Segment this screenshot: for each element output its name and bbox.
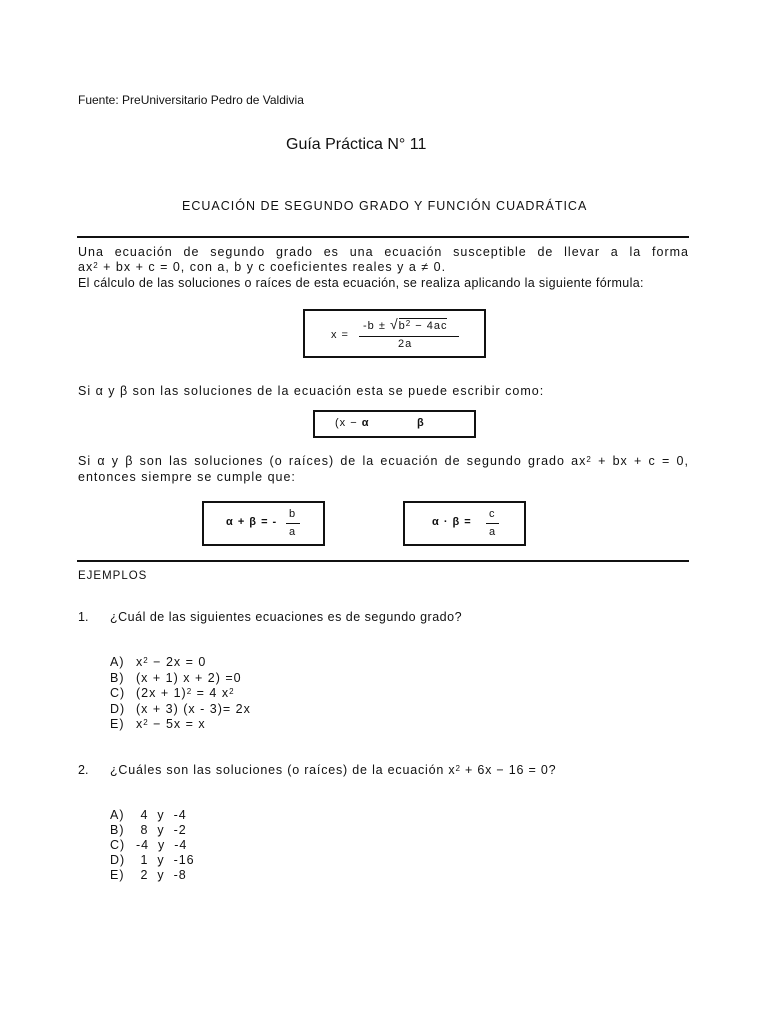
q1-text: ¿Cuál de las siguientes ecuaciones es de segundo grado? [110,610,463,624]
intro-paragraph [78,245,689,291]
q1-option-c: C) $(2x + 1)^2 = 4$ $x^2$ [110,686,235,700]
q2-options [110,808,195,883]
sum-of-roots-box [202,501,325,546]
alpha-beta-sentence: Si α y β son las soluciones de la ecuación esta se puede escribir como: [78,384,545,398]
formula-numerator: $-b \pm √b^2 - 4ac$ [363,316,448,332]
intro-line-1: Una ecuación de segundo grado es una ecuación susceptible de llevar a la forma [78,245,689,259]
q2-text: ¿Cuáles son las soluciones (o raíces) de la ecuación $x^2 + 6x - 16 = 0$? [110,763,557,777]
product-numerator: c [489,508,495,520]
formula-denominator: 2a [398,338,413,350]
section-subtitle: ECUACIÓN DE SEGUNDO GRADO Y FUNCIÓN CUADRÁTICA [182,199,588,213]
q1-number: 1. [78,610,89,624]
product-lhs: α · β = [432,516,472,528]
page-title: Guía Práctica N° 11 [286,136,427,153]
sum-fraction-line [286,523,300,524]
q2-option-b: B) 8 y -2 [110,823,187,837]
q2-option-a: A) 4 y -4 [110,808,187,822]
top-rule [77,236,689,238]
q2-option-e: E) 2 y -8 [110,868,187,882]
formula-lhs: x = [331,329,349,341]
factored-form-text: (x − α [335,417,370,429]
q1-option-b: B) (x + 1) x + 2) =0 [110,671,242,685]
q2-option-c: C) -4 y -4 [110,838,188,852]
factored-beta: β [417,417,424,429]
sum-lhs: α + β = - [226,516,278,528]
q1-options [110,655,251,733]
q2-option-d: D) 1 y -16 [110,853,195,867]
intro-line-3: El cálculo de las soluciones o raíces de esta ecuación, se realiza aplicando la siguiente fórmula: [78,276,644,290]
intro-line-2: $ax^2$ + bx + c = 0, con a, b y c coeficientes reales y a ≠ 0. [78,260,447,274]
q1-option-d: D) (x + 3) (x - 3)= 2x [110,702,251,716]
q2-number: 2. [78,763,89,777]
product-fraction-line [486,523,499,524]
q1-option-a: A) $x^2 - 2x = 0$ [110,655,207,669]
formula-fraction-line [359,336,459,337]
source-line: Fuente: PreUniversitario Pedro de Valdivia [78,93,304,107]
quadratic-formula-box [303,309,486,358]
radical-sign: √ [389,316,399,332]
sum-denominator: a [289,526,296,538]
examples-heading: EJEMPLOS [78,570,148,582]
vieta-paragraph [78,454,689,485]
product-denominator: a [489,526,496,538]
product-of-roots-box [403,501,526,546]
sum-numerator: b [289,508,296,520]
bottom-rule [77,560,689,562]
vieta-line-2: entonces siempre se cumple que: [78,470,296,484]
vieta-line-1: Si α y β son las soluciones (o raíces) de la ecuación de segundo grado $ax^2$ + bx + c = 0, [78,454,689,468]
factored-form-box [313,410,476,438]
q1-option-e: E) $x^2 - 5x = x$ [110,717,206,731]
